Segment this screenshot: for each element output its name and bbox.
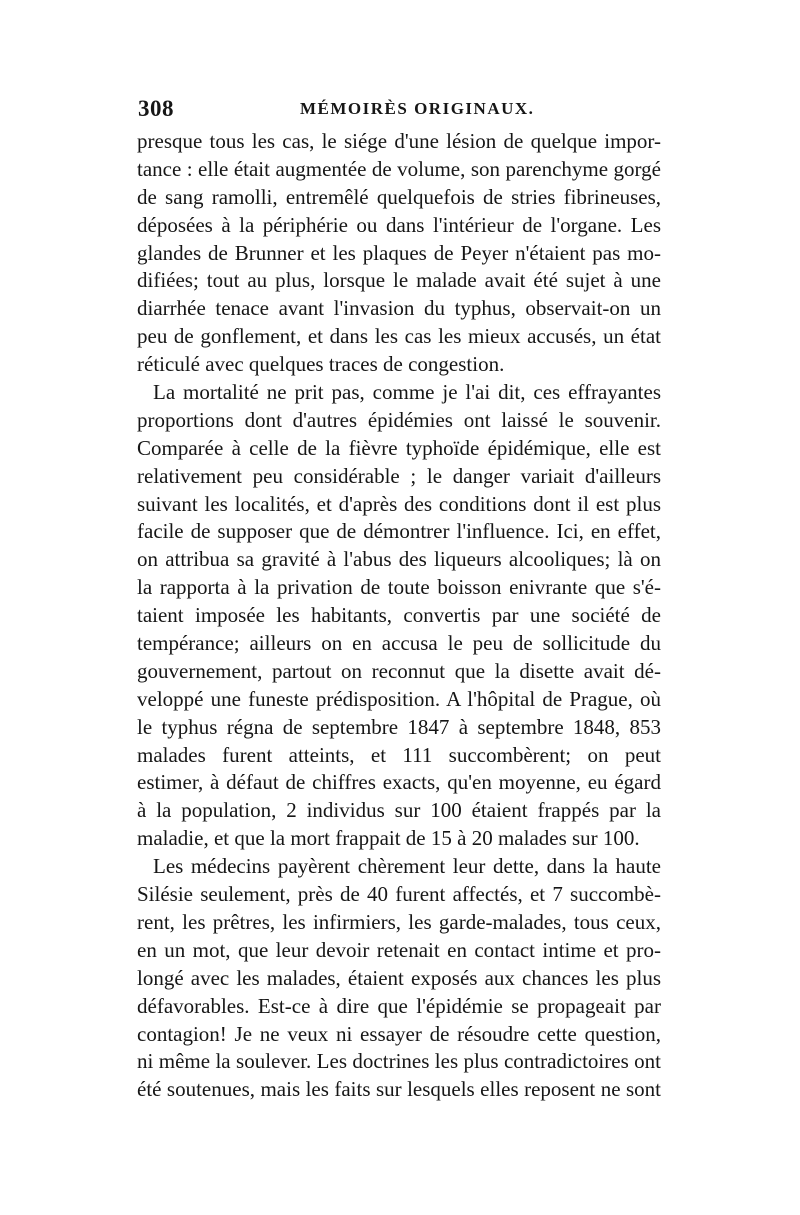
text-line: estimer, à défaut de chiffres exacts, qu'en moyenne, eu égard xyxy=(137,770,661,795)
text-line: longé avec les malades, étaient exposés aux chances les plus xyxy=(137,965,661,990)
text-line: maladie, et que la mort frappait de 15 à 20 malades sur 100. xyxy=(137,826,640,851)
text-line: on attribua sa gravité à l'abus des liqueurs alcooliques; là on xyxy=(137,547,661,572)
page-number: 308 xyxy=(138,96,174,121)
text-line: à la population, 2 individus sur 100 étaient frappés par la xyxy=(137,798,661,823)
text-line: réticulé avec quelques traces de congestion. xyxy=(137,352,505,377)
text-line: de sang ramolli, entremêlé quelquefois de stries fibrineuses, xyxy=(137,184,661,209)
text-line: gouvernement, partout on reconnut que la disette avait dé- xyxy=(137,658,661,683)
text-line: déposées à la périphérie ou dans l'intérieur de l'organe. Les xyxy=(137,212,661,237)
text-line: peu de gonflement, et dans les cas les mieux accusés, un état xyxy=(137,324,661,349)
text-line: ni même la soulever. Les doctrines les plus contradictoires ont xyxy=(137,1049,661,1074)
text-line: difiées; tout au plus, lorsque le malade avait été sujet à une xyxy=(137,268,661,293)
text-line: suivant les localités, et d'après des conditions dont il est plus xyxy=(137,491,661,516)
text-line: Les médecins payèrent chèrement leur dette, dans la haute xyxy=(153,854,661,879)
text-line: été soutenues, mais les faits sur lesquels elles reposent ne sont xyxy=(137,1077,661,1102)
text-line: relativement peu considérable ; le danger variait d'ailleurs xyxy=(137,463,661,488)
text-line: tance : elle était augmentée de volume, son parenchyme gorgé xyxy=(137,156,661,181)
text-line: le typhus régna de septembre 1847 à septembre 1848, 853 xyxy=(137,714,661,739)
page-header xyxy=(138,96,664,126)
text-line: Comparée à celle de la fièvre typhoïde épidémique, elle est xyxy=(137,435,661,460)
text-line: presque tous les cas, le siége d'une lésion de quelque impor- xyxy=(137,129,661,153)
text-line: proportions dont d'autres épidémies ont laissé le souvenir. xyxy=(137,407,661,432)
text-line: taient imposée les habitants, convertis par une société de xyxy=(137,603,661,628)
text-line: défavorables. Est-ce à dire que l'épidémie se propageait par xyxy=(137,993,661,1018)
text-line: la rapporta à la privation de toute boisson enivrante que s'é- xyxy=(137,575,661,600)
text-line: Silésie seulement, près de 40 furent affectés, et 7 succombè- xyxy=(137,882,661,907)
text-line: tempérance; ailleurs on en accusa le peu de sollicitude du xyxy=(137,631,661,656)
text-line: glandes de Brunner et les plaques de Peyer n'étaient pas mo- xyxy=(137,240,661,265)
body-text xyxy=(137,128,661,1104)
text-line: diarrhée tenace avant l'invasion du typhus, observait-on un xyxy=(137,296,661,321)
text-line: La mortalité ne prit pas, comme je l'ai dit, ces effrayantes xyxy=(153,380,661,405)
text-line: rent, les prêtres, les infirmiers, les garde-malades, tous ceux, xyxy=(137,909,661,934)
text-line: malades furent atteints, et 111 succombèrent; on peut xyxy=(137,742,661,767)
text-line: en un mot, que leur devoir retenait en contact intime et pro- xyxy=(137,937,661,962)
text-line: veloppé une funeste prédisposition. A l'hôpital de Prague, où xyxy=(137,686,661,711)
text-line: facile de supposer que de démontrer l'influence. Ici, en effet, xyxy=(137,519,661,544)
running-title: MÉMOIRÈS ORIGINAUX. xyxy=(300,99,535,118)
text-line: contagion! Je ne veux ni essayer de résoudre cette question, xyxy=(137,1021,661,1046)
